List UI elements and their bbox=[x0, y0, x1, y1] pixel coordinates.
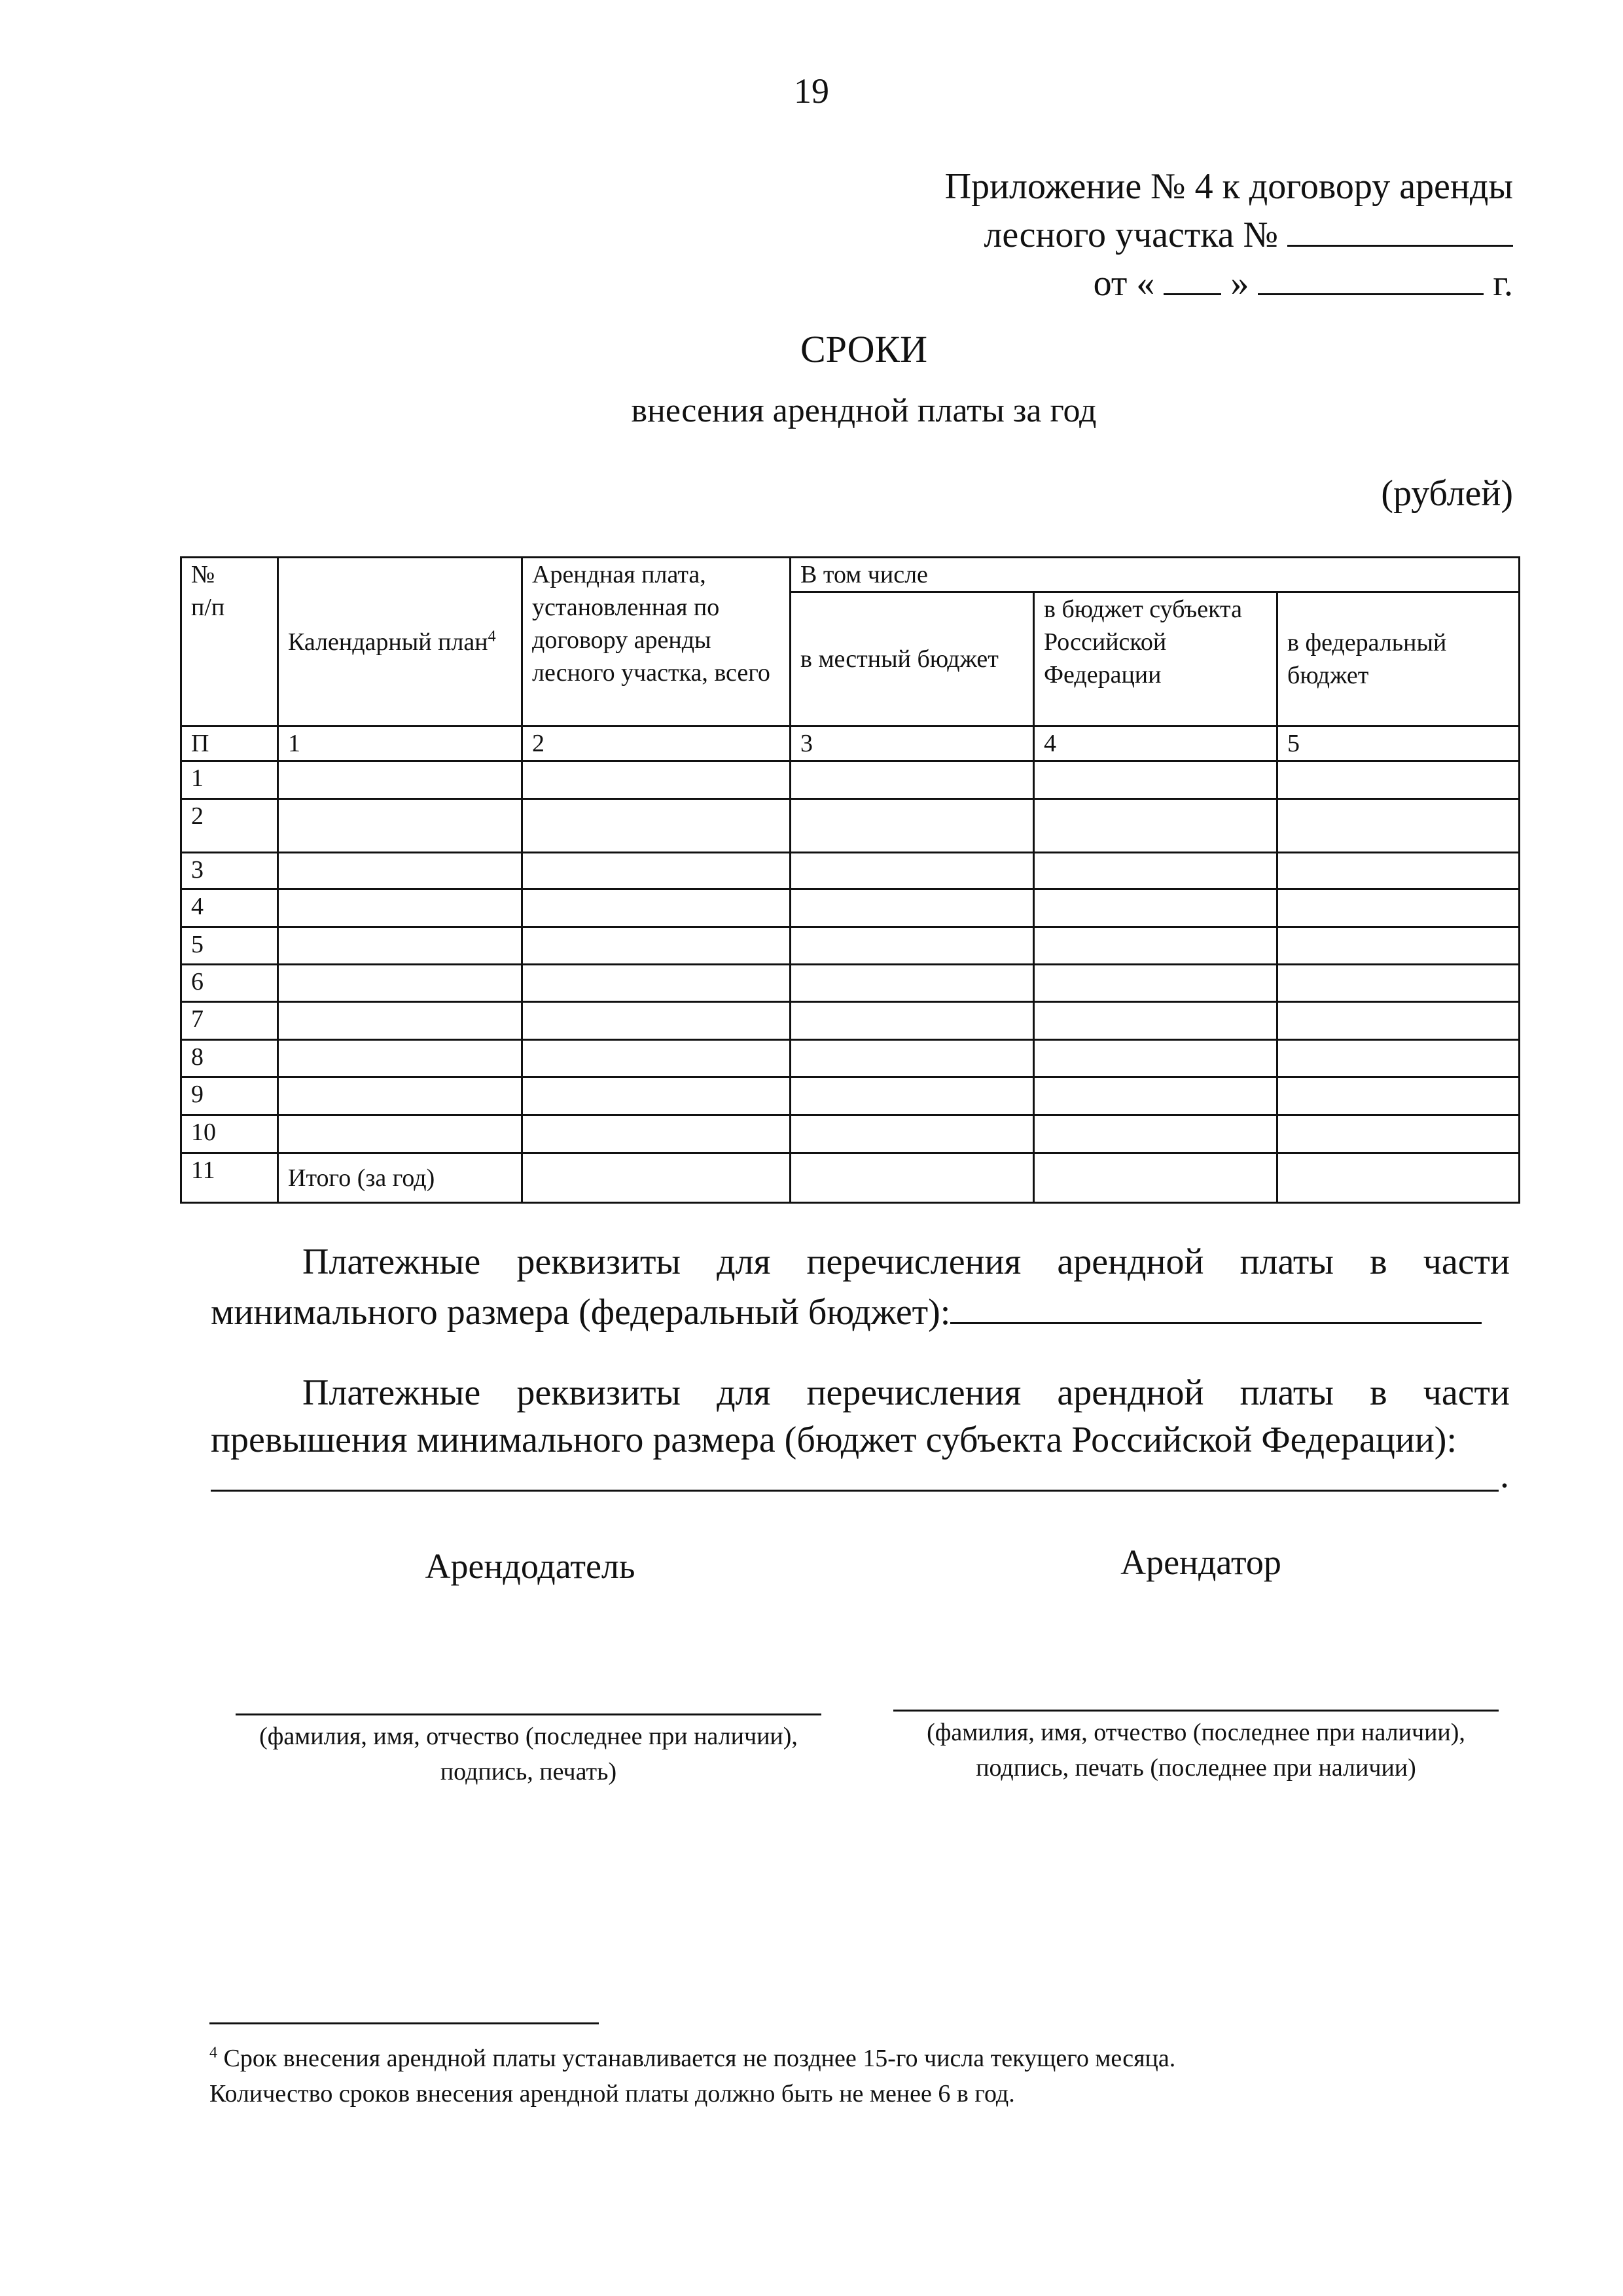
plan-cell bbox=[278, 1077, 522, 1115]
header-num: № п/п bbox=[181, 558, 278, 726]
rent-cell bbox=[522, 1077, 791, 1115]
footnote-line-1: $^4$ Срок внесения арендной платы устанавливается не позднее 15-го числа текущего месяца. bbox=[209, 2044, 1176, 2072]
rent-cell bbox=[522, 799, 791, 853]
row-number: 4 bbox=[181, 889, 278, 927]
federal-cell bbox=[1277, 1040, 1520, 1077]
row-number: 5 bbox=[181, 927, 278, 965]
regional-details-period: . bbox=[1500, 1455, 1509, 1496]
header-rent: Арендная плата, установленная по договору аренды лесного участка, всего bbox=[522, 558, 791, 726]
row-number: 8 bbox=[181, 1040, 278, 1077]
plan-cell: Итого (за год) bbox=[278, 1153, 522, 1203]
index-cell: 1 bbox=[278, 726, 522, 761]
header-plan: Календарный план$^4$ bbox=[278, 558, 522, 726]
local-cell bbox=[791, 853, 1034, 889]
units-label: (рублей) bbox=[1381, 473, 1513, 514]
lessor-signature-line bbox=[236, 1713, 821, 1715]
payment-details-federal bbox=[211, 1238, 1510, 1336]
index-cell: 4 bbox=[1034, 726, 1277, 761]
row-number: 9 bbox=[181, 1077, 278, 1115]
regional-cell bbox=[1034, 853, 1277, 889]
document-subtitle: внесения арендной платы за год bbox=[631, 392, 1097, 429]
footnote-mark: 4 bbox=[209, 2044, 217, 2062]
table-row bbox=[181, 1115, 1520, 1153]
row-number: 7 bbox=[181, 1002, 278, 1040]
table-row bbox=[181, 799, 1520, 853]
rent-cell bbox=[522, 761, 791, 799]
table-row bbox=[181, 853, 1520, 889]
footnote-separator bbox=[209, 2022, 599, 2024]
rent-cell bbox=[522, 927, 791, 965]
payment-schedule-table bbox=[180, 556, 1520, 1204]
regional-cell bbox=[1034, 1040, 1277, 1077]
row-number: 10 bbox=[181, 1115, 278, 1153]
payment-details-regional bbox=[211, 1369, 1510, 1463]
regional-cell bbox=[1034, 1002, 1277, 1040]
footnote-marker: 4 bbox=[488, 627, 496, 645]
local-cell bbox=[791, 1115, 1034, 1153]
rent-cell bbox=[522, 889, 791, 927]
header-local: в местный бюджет bbox=[791, 592, 1034, 726]
index-cell: 3 bbox=[791, 726, 1034, 761]
plan-cell bbox=[278, 965, 522, 1002]
federal-cell bbox=[1277, 761, 1520, 799]
plan-cell bbox=[278, 853, 522, 889]
regional-cell bbox=[1034, 1115, 1277, 1153]
payment-details-regional-line-2: превышения минимального размера (бюджет субъекта Российской Федерации): bbox=[211, 1420, 1457, 1460]
day-blank bbox=[1164, 259, 1221, 295]
table-row bbox=[181, 965, 1520, 1002]
federal-cell bbox=[1277, 853, 1520, 889]
federal-cell bbox=[1277, 1153, 1520, 1203]
header-federal: в федеральный бюджет bbox=[1277, 592, 1520, 726]
plan-cell bbox=[278, 761, 522, 799]
month-year-blank bbox=[1258, 259, 1484, 295]
regional-cell bbox=[1034, 761, 1277, 799]
row-number: 3 bbox=[181, 853, 278, 889]
federal-cell bbox=[1277, 927, 1520, 965]
table-row bbox=[181, 1040, 1520, 1077]
index-cell: П bbox=[181, 726, 278, 761]
local-cell bbox=[791, 1077, 1034, 1115]
table-row bbox=[181, 1002, 1520, 1040]
table-row-total bbox=[181, 1153, 1520, 1203]
lessee-caption: (фамилия, имя, отчество (последнее при наличии), подпись, печать (последнее при наличии) bbox=[927, 1719, 1465, 1782]
lessor-caption: (фамилия, имя, отчество (последнее при наличии), подпись, печать) bbox=[259, 1723, 798, 1785]
lessee-signature-line bbox=[893, 1710, 1499, 1712]
rent-cell bbox=[522, 965, 791, 1002]
index-cell: 2 bbox=[522, 726, 791, 761]
lessee-title: Арендатор bbox=[1120, 1543, 1281, 1582]
rent-cell bbox=[522, 1153, 791, 1203]
appendix-line-2: лесного участка № bbox=[984, 211, 1513, 259]
rent-cell bbox=[522, 853, 791, 889]
local-cell bbox=[791, 799, 1034, 853]
regional-cell bbox=[1034, 1153, 1277, 1203]
header-including: В том числе bbox=[791, 558, 1520, 592]
regional-cell bbox=[1034, 799, 1277, 853]
plan-cell bbox=[278, 799, 522, 853]
local-cell bbox=[791, 1153, 1034, 1203]
plan-cell bbox=[278, 889, 522, 927]
row-number: 2 bbox=[181, 799, 278, 853]
federal-cell bbox=[1277, 965, 1520, 1002]
index-cell: 5 bbox=[1277, 726, 1520, 761]
header-row bbox=[181, 558, 1520, 592]
regional-details-blank bbox=[211, 1466, 1499, 1492]
row-number: 11 bbox=[181, 1153, 278, 1203]
regional-cell bbox=[1034, 889, 1277, 927]
plan-cell bbox=[278, 1115, 522, 1153]
footnote bbox=[209, 2041, 1518, 2111]
index-row bbox=[181, 726, 1520, 761]
local-cell bbox=[791, 761, 1034, 799]
row-number: 6 bbox=[181, 965, 278, 1002]
document-title: СРОКИ bbox=[800, 328, 928, 370]
table-row bbox=[181, 1077, 1520, 1115]
local-cell bbox=[791, 889, 1034, 927]
regional-cell bbox=[1034, 1077, 1277, 1115]
plan-cell bbox=[278, 927, 522, 965]
table-row bbox=[181, 761, 1520, 799]
page-number: 19 bbox=[794, 71, 829, 111]
payment-details-regional-line-1: Платежные реквизиты для перечисления арендной платы в части bbox=[302, 1372, 1510, 1413]
federal-cell bbox=[1277, 1002, 1520, 1040]
table-row bbox=[181, 927, 1520, 965]
plan-cell bbox=[278, 1040, 522, 1077]
appendix-line-1: Приложение № 4 к договору аренды bbox=[944, 166, 1513, 207]
lessor-title: Арендодатель bbox=[425, 1547, 635, 1586]
federal-details-blank bbox=[950, 1285, 1482, 1324]
regional-cell bbox=[1034, 927, 1277, 965]
header-regional: в бюджет субъекта Российской Федерации bbox=[1034, 592, 1277, 726]
rent-cell bbox=[522, 1002, 791, 1040]
table-row bbox=[181, 889, 1520, 927]
federal-cell bbox=[1277, 799, 1520, 853]
federal-cell bbox=[1277, 1115, 1520, 1153]
contract-number-blank bbox=[1287, 211, 1513, 247]
local-cell bbox=[791, 965, 1034, 1002]
footnote-line-2: Количество сроков внесения арендной платы должно быть не менее 6 в год. bbox=[209, 2080, 1015, 2108]
row-number: 1 bbox=[181, 761, 278, 799]
local-cell bbox=[791, 927, 1034, 965]
payment-details-federal-line-2: минимального размера (федеральный бюджет): bbox=[211, 1285, 1510, 1336]
rent-cell bbox=[522, 1040, 791, 1077]
local-cell bbox=[791, 1002, 1034, 1040]
local-cell bbox=[791, 1040, 1034, 1077]
payment-details-federal-line-1: Платежные реквизиты для перечисления арендной платы в части bbox=[302, 1242, 1510, 1282]
federal-cell bbox=[1277, 1077, 1520, 1115]
plan-cell bbox=[278, 1002, 522, 1040]
federal-cell bbox=[1277, 889, 1520, 927]
regional-cell bbox=[1034, 965, 1277, 1002]
rent-cell bbox=[522, 1115, 791, 1153]
appendix-line-3: от « » г. bbox=[1094, 259, 1513, 308]
